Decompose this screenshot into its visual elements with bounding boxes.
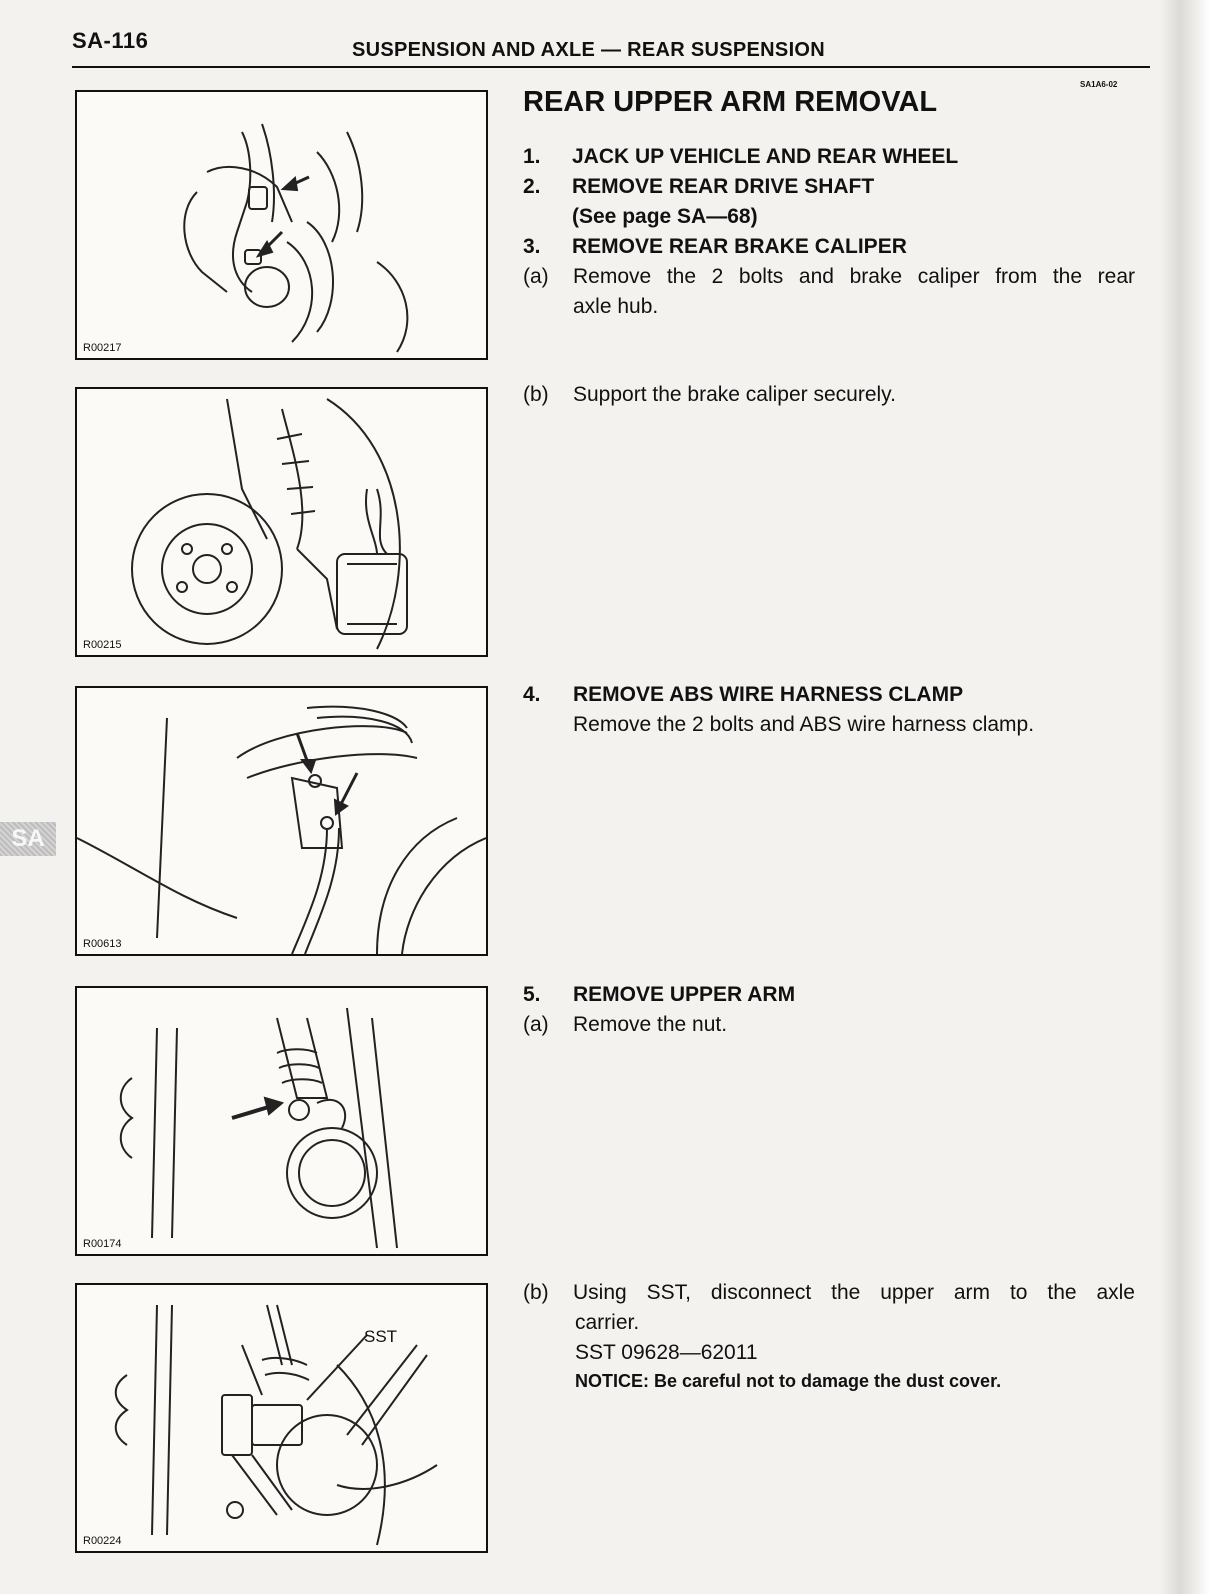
illustration-caliper-bolts bbox=[77, 92, 486, 358]
step-number: 1. bbox=[523, 145, 541, 168]
instruction-text: Using SST, disconnect the upper arm to the axle bbox=[573, 1281, 1135, 1304]
illustration-abs-clamp bbox=[77, 688, 486, 954]
instruction-text: Remove the nut. bbox=[573, 1013, 728, 1036]
procedure-title: REAR UPPER ARM REMOVAL bbox=[523, 86, 938, 118]
step-heading: REMOVE REAR BRAKE CALIPER bbox=[572, 235, 907, 258]
figure-upper-arm-nut bbox=[75, 986, 488, 1256]
sst-callout: SST bbox=[364, 1327, 398, 1346]
section-side-tab: SA bbox=[0, 822, 56, 856]
illustration-upper-arm-nut bbox=[77, 988, 486, 1254]
header-rule bbox=[72, 66, 1150, 68]
substep-label: (b) bbox=[523, 1281, 549, 1304]
figure-id: R00217 bbox=[83, 342, 122, 354]
illustration-caliper-support bbox=[77, 389, 486, 655]
step-heading: REMOVE UPPER ARM bbox=[573, 983, 796, 1006]
step-heading: JACK UP VEHICLE AND REAR WHEEL bbox=[572, 145, 959, 168]
step-number: 2. bbox=[523, 175, 541, 198]
figure-support-caliper bbox=[75, 387, 488, 657]
step-heading: REMOVE REAR DRIVE SHAFT bbox=[572, 175, 875, 198]
substep-label: (b) bbox=[523, 383, 549, 406]
substep-label: (a) bbox=[523, 265, 549, 288]
figure-id: R00224 bbox=[83, 1535, 122, 1547]
figure-id: R00613 bbox=[83, 938, 122, 950]
substep-label: (a) bbox=[523, 1013, 549, 1036]
document-code: SA1A6-02 bbox=[1080, 80, 1118, 89]
illustration-sst-puller bbox=[77, 1285, 486, 1551]
step-heading: REMOVE ABS WIRE HARNESS CLAMP bbox=[573, 683, 964, 706]
instruction-text: Remove the 2 bolts and brake caliper from the rear bbox=[573, 265, 1135, 288]
step-number: 4. bbox=[523, 683, 541, 706]
figure-abs-harness-clamp bbox=[75, 686, 488, 956]
figure-id: R00215 bbox=[83, 639, 122, 651]
page-number: SA-116 bbox=[72, 28, 149, 53]
instruction-text: Support the brake caliper securely. bbox=[573, 383, 896, 406]
instruction-text: axle hub. bbox=[573, 295, 659, 318]
sst-number: SST 09628—62011 bbox=[575, 1341, 758, 1364]
figure-brake-caliper-bolts bbox=[75, 90, 488, 360]
step-number: 5. bbox=[523, 983, 541, 1006]
section-title: SUSPENSION AND AXLE — REAR SUSPENSION bbox=[352, 39, 826, 61]
page-reference: (See page SA—68) bbox=[572, 205, 758, 228]
figure-sst-upper-arm bbox=[75, 1283, 488, 1553]
page-edge-shadow bbox=[1160, 0, 1210, 1594]
notice-text: NOTICE: Be careful not to damage the dust cover. bbox=[575, 1371, 1002, 1391]
instruction-text: Remove the 2 bolts and ABS wire harness clamp. bbox=[573, 713, 1035, 736]
instruction-text: carrier. bbox=[575, 1311, 640, 1334]
figure-id: R00174 bbox=[83, 1238, 122, 1250]
step-number: 3. bbox=[523, 235, 541, 258]
